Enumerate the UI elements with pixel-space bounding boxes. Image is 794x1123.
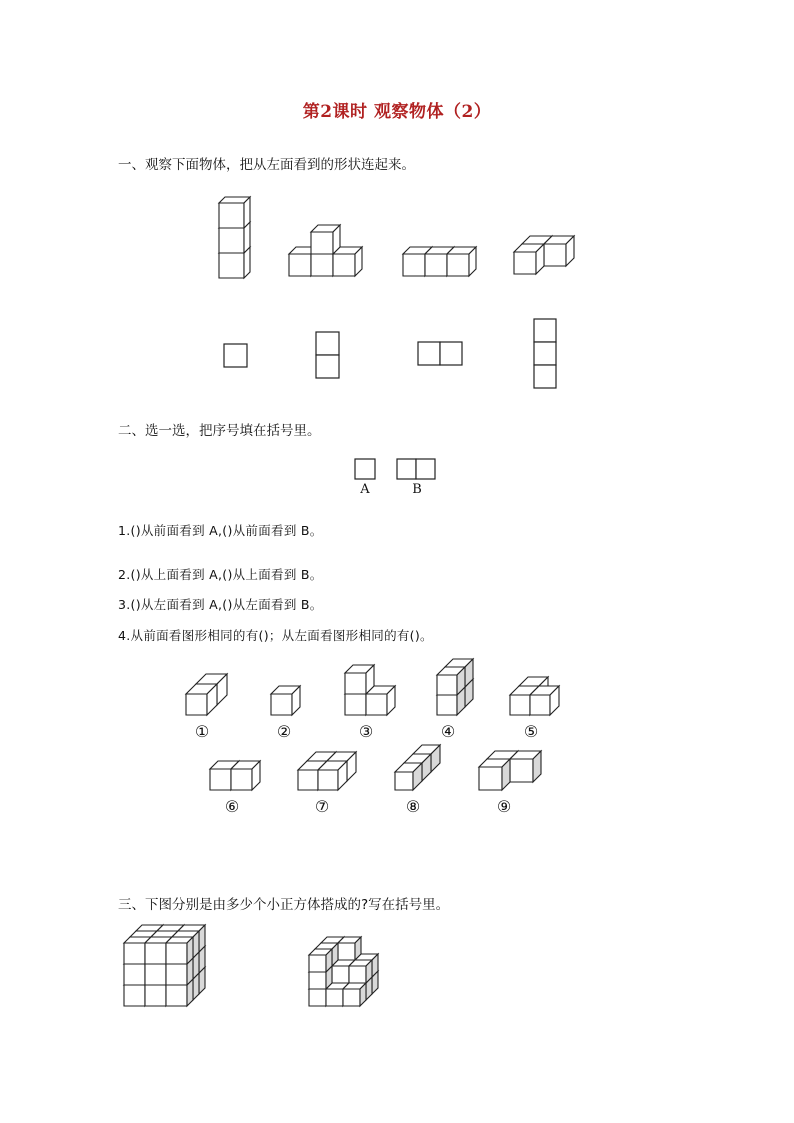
- option-label-8: ⑧: [405, 797, 421, 816]
- question-1: 1.()从前面看到 A,()从前面看到 B。: [118, 523, 323, 538]
- section-1-heading: 一、观察下面物体，把从左面看到的形状连起来。: [118, 157, 415, 173]
- cube-front-face: [332, 966, 349, 983]
- cube-front-face: [124, 943, 145, 964]
- cube-front-face: [338, 943, 355, 960]
- option-label-3: ③: [358, 722, 374, 741]
- question-4: 4.从前面看图形相同的有()；从左面看图形相同的有()。: [118, 628, 433, 643]
- cube-front-face: [309, 972, 326, 989]
- option-label-1: ①: [194, 722, 210, 741]
- cube-front-face: [166, 964, 187, 985]
- cube-front-face: [124, 964, 145, 985]
- cube-front-face: [145, 985, 166, 1006]
- cube-front-face: [309, 989, 326, 1006]
- option-label-5: ⑤: [523, 722, 539, 741]
- question-2: 2.()从上面看到 A,()从上面看到 B。: [118, 567, 323, 582]
- section-2-heading: 二、选一选，把序号填在括号里。: [118, 423, 321, 439]
- option-label-6: ⑥: [224, 797, 240, 816]
- cube-front-face: [349, 966, 366, 983]
- option-label-2: ②: [276, 722, 292, 741]
- cube-front-face: [326, 989, 343, 1006]
- cube-front-face: [145, 943, 166, 964]
- page-title: 第2课时 观察物体（2）: [302, 102, 492, 122]
- cube-front-face: [166, 985, 187, 1006]
- option-label-7: ⑦: [314, 797, 330, 816]
- cube-front-face: [124, 985, 145, 1006]
- option-label-9: ⑨: [496, 797, 512, 816]
- cube-front-face: [309, 955, 326, 972]
- option-label-4: ④: [440, 722, 456, 741]
- cube-front-face: [343, 989, 360, 1006]
- section-3-heading: 三、下图分别是由多少个小正方体搭成的?写在括号里。: [118, 897, 450, 913]
- shape-a-label: A: [360, 482, 370, 497]
- shape-b-label: B: [412, 482, 422, 497]
- question-3: 3.()从左面看到 A,()从左面看到 B。: [118, 597, 323, 612]
- cube-front-face: [145, 964, 166, 985]
- cube-front-face: [166, 943, 187, 964]
